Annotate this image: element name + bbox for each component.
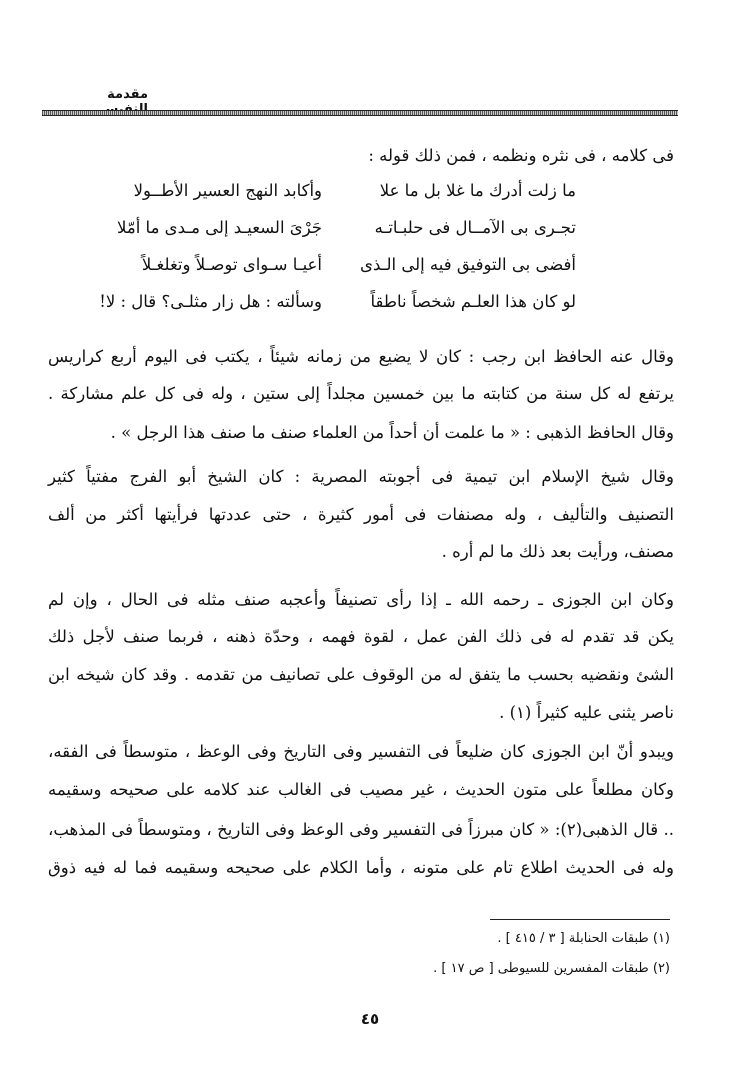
body-line: وكان ابن الجوزى ـ رحمه الله ـ إذا رأى تصنيفاً وأعجبه صنف مثله فى الحال ، وإن لم	[48, 590, 674, 609]
body-line: ناصر يثنى عليه كثيراً (١) .	[499, 703, 674, 722]
verse-1-hemistich-1: ما زلت أدرك ما غلا بل ما علا	[379, 181, 576, 200]
footnote-1: (١) طبقات الحنابلة [ ٣ / ٤١٥ ] .	[497, 931, 670, 946]
verse-2-hemistich-2: جَرْىَ السعيـد إلى مـدى ما أمّلا	[117, 218, 322, 237]
page-number: ٤٥	[360, 1010, 380, 1028]
footnote-rule	[490, 919, 670, 920]
body-line: ويبدو أنّ ابن الجوزى كان ضليعاً فى التفسير وفى التاريخ وفى الوعظ ، متوسطاً فى الفقه،	[48, 742, 674, 761]
verse-4-hemistich-2: وسألته : هل زار مثلـى؟ قال : لا!	[99, 292, 322, 311]
body-line: وكان مطلعاً على متون الحديث ، غير مصيب فى الغالب عند كلامه على صحيحه وسقيمه	[48, 780, 674, 799]
body-line: يكن قد تقدم له فى ذلك الفن عمل ، لقوة فهمه ، وحدّة ذهنه ، فربما صنف لأجل ذلك	[48, 627, 674, 646]
main-text	[48, 0, 674, 920]
footnote-2: (٢) طبقات المفسرين للسيوطى [ ص ١٧ ] .	[433, 961, 670, 976]
body-line: .. قال الذهبى(٢): « كان مبرزاً فى التفسير وفى الوعظ وفى التاريخ ، ومتوسطاً فى المذهب،	[48, 820, 674, 839]
verse-4-hemistich-1: لو كان هذا العلـم شخصاً ناطقاً	[370, 292, 576, 311]
body-line: يرتفع له كل سنة من كتابته ما بين خمسين مجلداً إلى ستين ، وله فى كل علم مشاركة .	[48, 384, 674, 403]
verse-3-hemistich-2: أعيـا سـواى توصـلاً وتغلغـلاً	[141, 255, 322, 274]
body-line: وله فى الحديث اطلاع تام على متونه ، وأما الكلام على صحيحه وسقيمه فما له فيه ذوق	[48, 858, 674, 877]
body-line: وقال شيخ الإسلام ابن تيمية فى أجوبته المصرية : كان الشيخ أبو الفرج مفتياً كثير	[48, 467, 674, 486]
intro-line: فى كلامه ، فى نثره ونظمه ، فمن ذلك قوله :	[368, 146, 674, 165]
body-line: مصنف، ورأيت بعد ذلك ما لم أره .	[441, 542, 674, 561]
body-line: وقال عنه الحافظ ابن رجب : كان لا يضيع من زمانه شيئاً ، يكتب فى اليوم أربع كراريس	[48, 347, 674, 366]
verse-3-hemistich-1: أفضى بى التوفيق فيه إلى الـذى	[360, 255, 576, 274]
running-title: مقدمة	[107, 87, 148, 102]
body-line: التصنيف والتأليف ، وله مصنفات فى أمور كثيرة ، حتى عددتها فرأيتها أكثر من ألف	[48, 505, 674, 524]
verse-1-hemistich-2: وأكابد النهج العسير الأطــولا	[133, 181, 322, 200]
body-line: وقال الحافظ الذهبى : « ما علمت أن أحداً من العلماء صنف ما صنف هذا الرجل » .	[110, 423, 674, 442]
body-line: الشئ ونقضيه بحسب ما يتفق له من الوقوف على تصانيف من تقدمه . وقد كان شيخه ابن	[48, 665, 674, 684]
verse-2-hemistich-1: تجـرى بى الآمــال فى حلبـاتـه	[374, 218, 576, 237]
